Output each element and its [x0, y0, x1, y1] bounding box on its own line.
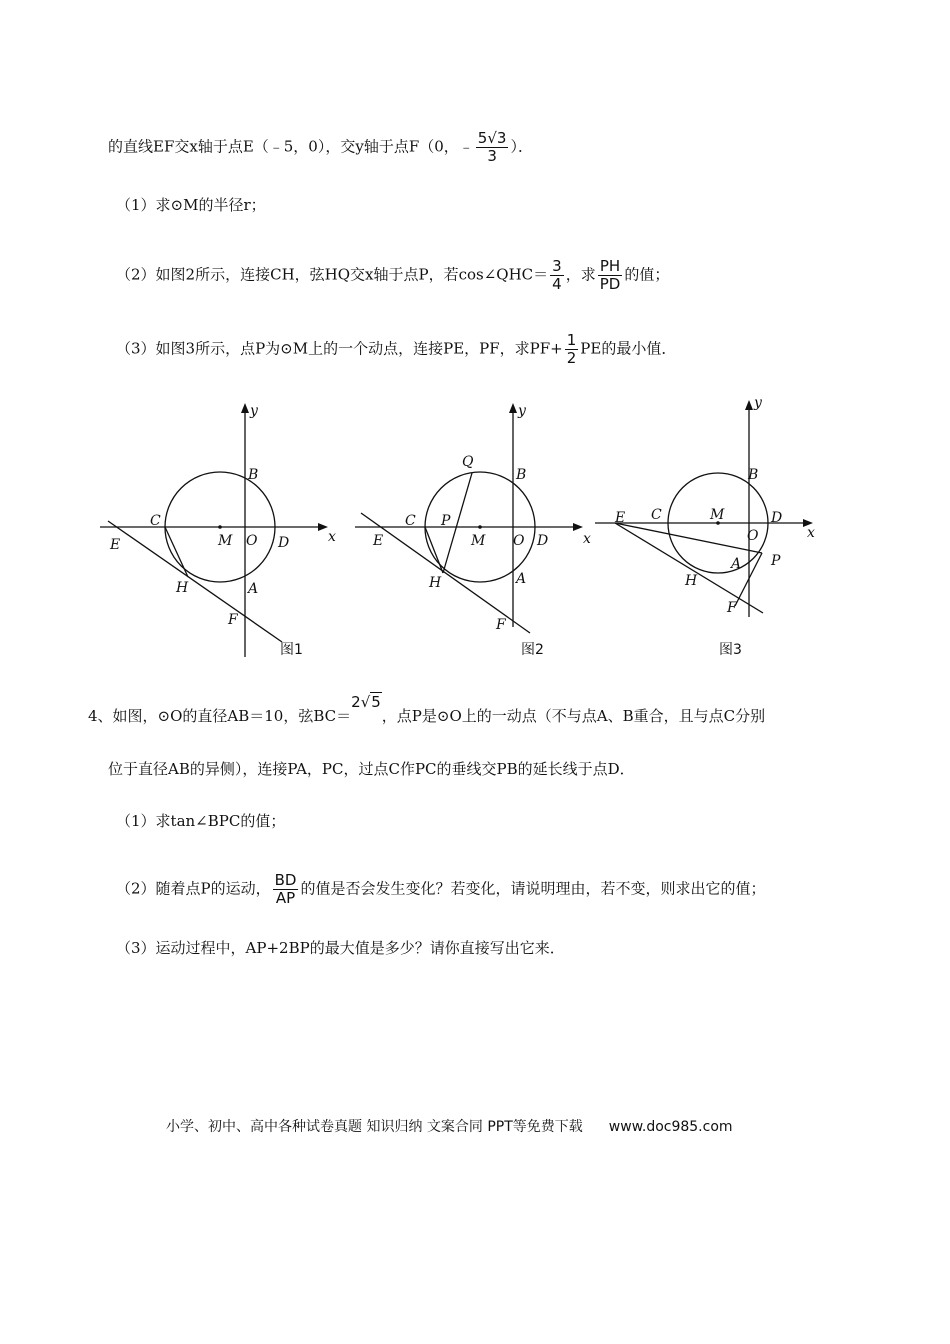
label-d: D — [771, 510, 783, 526]
label-m: M — [710, 507, 725, 523]
q4-line1 — [88, 693, 766, 726]
figure-2-caption: 图2 — [521, 642, 544, 658]
x-axis-arrow-icon — [318, 523, 328, 531]
label-q: Q — [462, 454, 474, 470]
line-ef — [361, 513, 530, 633]
figure-1-caption: 图1 — [280, 642, 303, 658]
page-footer — [166, 1116, 733, 1136]
label-a: A — [731, 556, 742, 572]
x-axis-arrow-icon — [573, 523, 583, 531]
label-y: y — [250, 403, 258, 419]
fraction-denominator: 2 — [566, 349, 577, 367]
y-axis-arrow-icon — [241, 403, 249, 413]
label-f: F — [496, 617, 506, 633]
segment-ch — [425, 527, 443, 573]
label-o: O — [513, 533, 525, 549]
q3-part2-mid: ，求 — [565, 265, 596, 284]
label-b: B — [516, 467, 527, 483]
fraction-denominator: AP — [275, 889, 296, 907]
label-c: C — [150, 513, 161, 529]
figure-1 — [100, 395, 350, 665]
q3-part3-end: PE的最小值． — [580, 339, 677, 358]
fraction-denominator: PD — [599, 275, 621, 293]
label-h: H — [429, 575, 442, 591]
q4-part2-end: 的值是否会发生变化？若变化，请说明理由，若不变，则求出它的值； — [300, 879, 766, 898]
label-h: H — [685, 573, 698, 589]
q3-part3-text: （3）如图3所示，点P为⊙M上的一个动点，连接PE，PF，求PF+ — [116, 339, 563, 358]
label-o: O — [246, 533, 258, 549]
fraction-numerator: PH — [598, 258, 623, 276]
q3-line1-neg: ﹣ — [458, 137, 474, 156]
sqrt-coefficient: 2 — [351, 693, 361, 711]
sqrt-radicand: 5 — [371, 693, 381, 711]
fraction-bd-ap — [273, 872, 299, 907]
footer-url: www.doc985.com — [608, 1119, 733, 1135]
label-m: M — [218, 533, 233, 549]
label-p: P — [771, 553, 781, 569]
q3-part2 — [116, 258, 669, 293]
fraction-denominator: 3 — [487, 147, 497, 165]
fraction-f-coordinate — [476, 130, 509, 165]
label-c: C — [651, 507, 662, 523]
fraction-numerator: 1 — [566, 331, 577, 349]
label-a: A — [248, 581, 259, 597]
label-y: y — [518, 403, 526, 419]
footer-text: 小学、初中、高中各种试卷真题 知识归纳 文案合同 PPT等免费下载 — [166, 1119, 583, 1135]
q4-part2-text: （2）随着点P的运动， — [116, 879, 271, 898]
figure-3 — [595, 395, 825, 665]
fraction-numerator: BD — [274, 871, 297, 889]
label-h: H — [176, 580, 189, 596]
q4-line1-text: 4、如图，⊙O的直径AB＝10，弦BC＝ — [88, 707, 352, 725]
label-e: E — [373, 533, 384, 549]
fraction-half — [565, 332, 579, 367]
label-b: B — [748, 467, 759, 483]
fraction-denominator: 4 — [552, 275, 562, 293]
fraction-ph-pd — [598, 258, 623, 293]
point-m — [218, 525, 222, 529]
q4-line2: 位于直径AB的异侧），连接PA，PC，过点C作PC的垂线交PB的延长线于点D． — [108, 760, 635, 778]
label-d: D — [537, 533, 549, 549]
label-d: D — [278, 535, 290, 551]
figure-2 — [355, 395, 605, 665]
segment-ch — [165, 527, 188, 577]
label-c: C — [405, 513, 416, 529]
label-f: F — [727, 600, 737, 616]
q4-part2 — [116, 872, 766, 907]
label-p: P — [441, 513, 451, 529]
label-o: O — [747, 528, 759, 544]
q3-part2-end: 的值； — [624, 265, 670, 284]
label-e: E — [110, 537, 121, 553]
label-y: y — [754, 395, 762, 411]
label-a: A — [516, 571, 527, 587]
q3-part2-text: （2）如图2所示，连接CH，弦HQ交x轴于点P，若cos∠QHC＝ — [116, 265, 549, 284]
sqrt-bc: 2√5 — [351, 693, 381, 711]
y-axis-arrow-icon — [745, 400, 753, 410]
figure-3-caption: 图3 — [719, 642, 742, 658]
fraction-numerator: 3 — [552, 257, 562, 275]
q3-part1: （1）求⊙M的半径r； — [116, 196, 266, 214]
label-b: B — [248, 467, 259, 483]
segment-pe — [615, 523, 762, 553]
q4-part1: （1）求tan∠BPC的值； — [116, 812, 286, 830]
q4-line1-end: ，点P是⊙O上的一动点（不与点A、B重合，且与点C分别 — [381, 707, 766, 725]
label-e: E — [615, 510, 626, 526]
fraction-numerator: 5√3 — [477, 129, 507, 147]
label-m: M — [471, 533, 486, 549]
q3-part3 — [116, 332, 676, 367]
q3-line1 — [108, 130, 533, 165]
label-x: x — [583, 531, 591, 547]
q3-line1-end: ）． — [510, 137, 533, 156]
label-f: F — [228, 612, 238, 628]
point-m — [478, 525, 482, 529]
fraction-cos — [550, 258, 564, 293]
q3-line1-text: 的直线EF交x轴于点E（﹣5，0），交y轴于点F（0， — [108, 137, 459, 156]
label-x: x — [328, 529, 336, 545]
y-axis-arrow-icon — [509, 403, 517, 413]
q4-part3: （3）运动过程中，AP+2BP的最大值是多少？请你直接写出它来． — [116, 939, 565, 957]
label-x: x — [807, 525, 815, 541]
